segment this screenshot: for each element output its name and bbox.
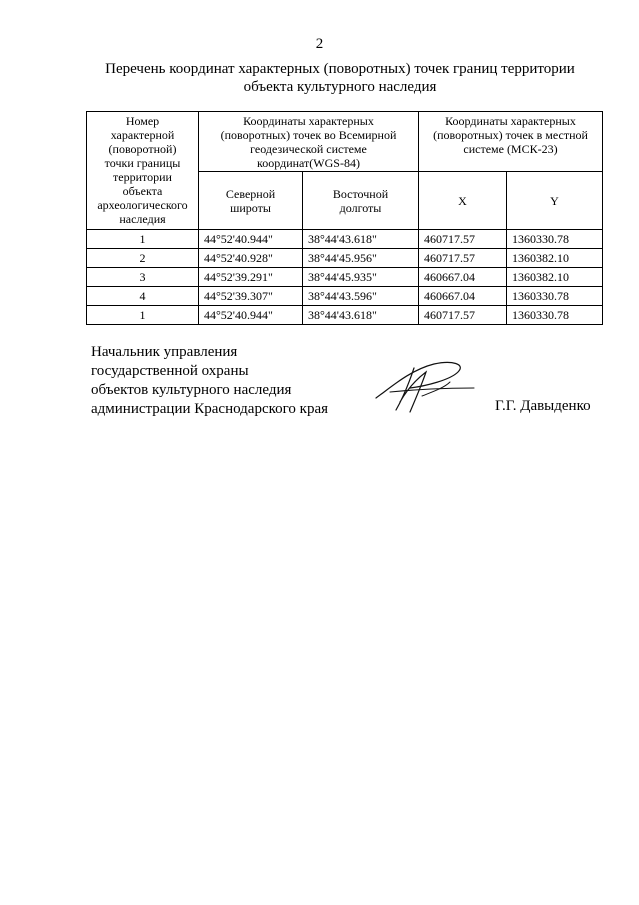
cell-point-number: 1 — [87, 230, 199, 249]
cell-latitude: 44°52'40.944" — [199, 306, 303, 325]
table-row — [87, 249, 603, 268]
signatory-position-line: государственной охраны — [91, 363, 249, 379]
cell-x: 460717.57 — [419, 249, 507, 268]
signatory-position — [91, 343, 328, 419]
header-point-number — [87, 112, 199, 230]
signatory-name: Г.Г. Давыденко — [495, 398, 591, 414]
cell-point-number: 2 — [87, 249, 199, 268]
cell-longitude: 38°44'43.618" — [303, 306, 419, 325]
cell-longitude: 38°44'45.956" — [303, 249, 419, 268]
cell-x: 460667.04 — [419, 287, 507, 306]
document-title-line-2: объекта культурного наследия — [243, 79, 437, 95]
header-point-number-line: Номер — [125, 114, 160, 128]
signatory-position-line: администрации Краснодарского края — [91, 401, 329, 417]
cell-y: 1360382.10 — [507, 249, 603, 268]
cell-longitude: 38°44'45.935" — [303, 268, 419, 287]
header-point-number-line: наследия — [119, 212, 166, 226]
table-header — [87, 112, 603, 230]
header-point-number-line: объекта — [122, 184, 163, 198]
table-row — [87, 268, 603, 287]
cell-latitude: 44°52'40.944" — [199, 230, 303, 249]
cell-y: 1360330.78 — [507, 306, 603, 325]
header-north-line: Северной — [225, 186, 276, 201]
page-number: 2 — [315, 36, 324, 52]
header-wgs84-line: (поворотных) точек во Всемирной — [220, 128, 397, 142]
cell-latitude: 44°52'40.928" — [199, 249, 303, 268]
header-point-number-line: точки границы — [104, 156, 181, 170]
header-point-number-line: (поворотной) — [108, 142, 177, 156]
cell-point-number: 1 — [87, 306, 199, 325]
signatory-position-line: Начальник управления — [91, 344, 238, 360]
header-east-longitude — [303, 172, 419, 230]
cell-y: 1360330.78 — [507, 287, 603, 306]
cell-longitude: 38°44'43.618" — [303, 230, 419, 249]
table-row — [87, 230, 603, 249]
header-msk23-line: системе (МСК-23) — [463, 142, 558, 156]
header-point-number-line: археологического — [97, 198, 188, 212]
table-body — [87, 230, 603, 325]
cell-x: 460717.57 — [419, 306, 507, 325]
header-msk23-group — [419, 112, 603, 172]
header-msk23-line: Координаты характерных — [445, 114, 576, 128]
header-east-line: Восточной — [332, 186, 389, 201]
cell-y: 1360382.10 — [507, 268, 603, 287]
cell-x: 460667.04 — [419, 268, 507, 287]
cell-x: 460717.57 — [419, 230, 507, 249]
cell-longitude: 38°44'43.596" — [303, 287, 419, 306]
header-east-line: долготы — [339, 200, 382, 215]
document-title — [60, 60, 620, 96]
header-north-line: широты — [230, 200, 271, 215]
header-north-latitude — [199, 172, 303, 230]
header-msk23-line: (поворотных) точек в местной — [433, 128, 588, 142]
cell-latitude: 44°52'39.291" — [199, 268, 303, 287]
coordinates-table — [86, 111, 603, 325]
header-point-number-line: территории — [113, 170, 172, 184]
document-title-line-1: Перечень координат характерных (поворотных) точек границ территории — [105, 61, 575, 77]
header-wgs84-line: Координаты характерных — [243, 114, 374, 128]
table-row — [87, 287, 603, 306]
signatory-position-line: объектов культурного наследия — [91, 382, 292, 398]
header-point-number-line: характерной — [110, 128, 175, 142]
handwritten-signature — [370, 358, 480, 418]
header-wgs84-group — [199, 112, 419, 172]
header-y: Y — [507, 172, 603, 230]
header-wgs84-line: координат(WGS-84) — [257, 156, 360, 170]
cell-y: 1360330.78 — [507, 230, 603, 249]
cell-latitude: 44°52'39.307" — [199, 287, 303, 306]
cell-point-number: 3 — [87, 268, 199, 287]
header-x: X — [419, 172, 507, 230]
cell-point-number: 4 — [87, 287, 199, 306]
table-row — [87, 306, 603, 325]
header-wgs84-line: геодезической системе — [250, 142, 367, 156]
